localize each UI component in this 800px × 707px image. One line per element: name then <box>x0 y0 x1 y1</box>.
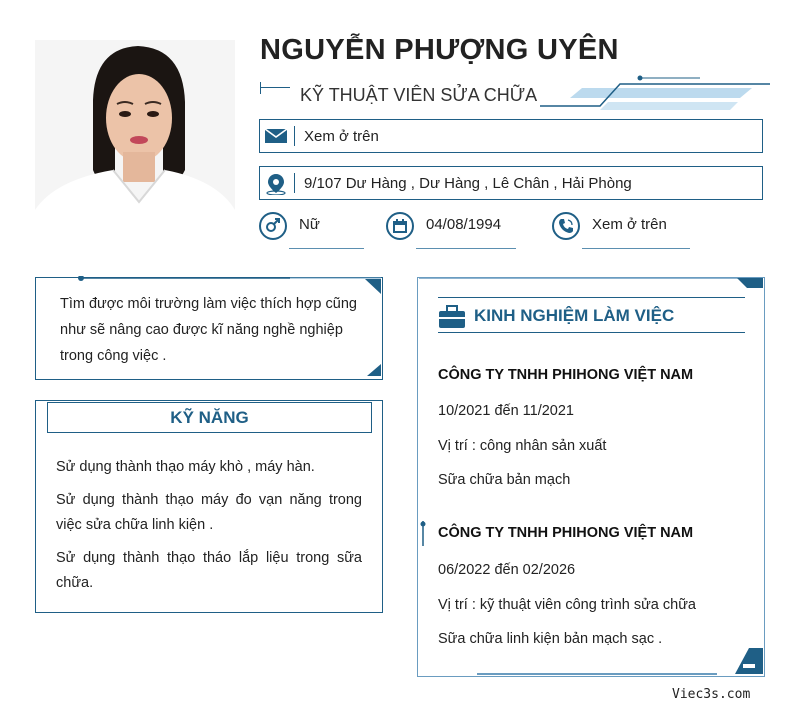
skills-section <box>35 400 383 613</box>
field-separator <box>294 173 295 193</box>
envelope-icon <box>264 126 288 146</box>
skill-item: Sử dụng thành thạo tháo lắp liệu trong sữa chữa. <box>56 550 362 591</box>
phone-icon <box>552 212 580 240</box>
job-title: KỸ THUẬT VIÊN SỬA CHỮA <box>300 85 538 105</box>
gender-value: Nữ <box>299 216 320 233</box>
circuit-decoration <box>540 70 770 112</box>
field-underline <box>289 248 364 249</box>
skill-item: Sử dụng thành thạo máy đo vạn năng trong việc sửa chữa linh kiện . <box>56 492 362 533</box>
field-underline <box>582 248 690 249</box>
job-position: Vị trí : kỹ thuật viên công trình sửa chữa <box>438 597 696 613</box>
profile-photo <box>35 40 235 230</box>
heading-rule <box>438 297 745 298</box>
email-value: Xem ở trên <box>304 128 379 145</box>
address-value: 9/107 Dư Hàng , Dư Hàng , Lê Chân , Hải Phòng <box>304 175 632 192</box>
address-field <box>259 166 763 200</box>
email-field <box>259 119 763 153</box>
job-period: 10/2021 đến 11/2021 <box>438 403 575 419</box>
field-separator <box>294 126 295 146</box>
phone-field <box>552 210 690 250</box>
job-period: 06/2022 đến 02/2026 <box>438 562 576 578</box>
job-position: Vị trí : công nhân sản xuất <box>438 438 607 454</box>
experience-heading: KINH NGHIỆM LÀM VIỆC <box>474 306 675 325</box>
work-experience-section <box>417 277 765 677</box>
field-underline <box>416 248 516 249</box>
job-description: Sữa chữa linh kiện bản mạch sạc . <box>438 631 663 647</box>
title-divider <box>260 87 290 88</box>
phone-value: Xem ở trên <box>592 216 667 233</box>
heading-rule <box>438 332 745 333</box>
candidate-name: NGUYỄN PHƯỢNG UYÊN <box>260 34 619 66</box>
job-company: CÔNG TY TNHH PHIHONG VIỆT NAM <box>438 367 694 383</box>
gender-icon <box>259 212 287 240</box>
birthday-value: 04/08/1994 <box>426 216 502 233</box>
objective-text: Tìm được môi trường làm việc thích hợp cũng như sẽ nâng cao được kĩ năng nghề nghiệp trong công việc . <box>60 296 357 364</box>
watermark: Viec3s.com <box>672 687 751 702</box>
title-divider <box>260 82 261 94</box>
job-description: Sữa chữa bản mạch <box>438 472 571 488</box>
calendar-icon <box>386 212 414 240</box>
career-objective-box <box>35 277 383 380</box>
gender-field <box>259 210 364 250</box>
skill-item: Sử dụng thành thạo máy khò , máy hàn. <box>56 459 315 475</box>
location-pin-icon <box>264 173 288 193</box>
birthday-field <box>386 210 516 250</box>
briefcase-icon <box>438 305 466 334</box>
skills-heading: KỸ NĂNG <box>47 402 372 433</box>
job-company: CÔNG TY TNHH PHIHONG VIỆT NAM <box>438 525 694 541</box>
